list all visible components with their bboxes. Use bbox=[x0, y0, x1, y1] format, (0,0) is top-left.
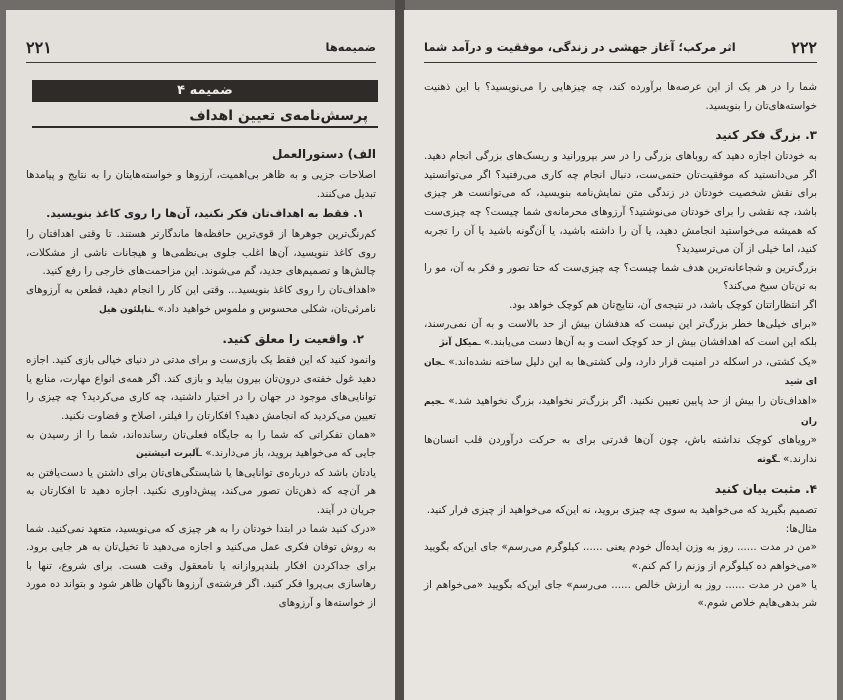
section-a-heading: الف) دستورالعمل bbox=[271, 147, 376, 161]
item3-paragraph: به خودتان اجازه دهید که روباهای بزرگی را در سر بپرورانید و ریسک‌های بزرگی انجام دهید. اگر می‌دانستید که موفقیت‌تان حتمی‌ست، دنبال انجام چه کاری می‌رفتید؟ اگر می‌توانستید برای نقش شخصیت خودتان در زندگی متن نمایش‌نامه بنویسید، که می‌توانست هر چیزی باشد، چه نقشی را برای خودتان می‌نوشتید؟ آرزوهای محرمانه‌ی شما چیست؟ چه چیزی‌ست که همیشه می‌خواستید انجامش دهید، یا آن را داشته باشید، یا آن‌گونه باشید یا آن را تجربه کنید، اما خیلی از آن می‌ترسیدید؟ bbox=[424, 150, 817, 256]
quote-author: جان ای شید bbox=[424, 357, 817, 388]
running-head: ضمیمه‌ها bbox=[325, 40, 376, 54]
quote-1 bbox=[424, 315, 817, 353]
quote-4 bbox=[424, 431, 817, 469]
item2-paragraph-2: یادتان باشد که درباره‌ی توانایی‌ها یا شایستگی‌های‌تان برای داشتن یا دست‌یافتن به هر آن‌چه که ذهن‌تان تصور می‌کند، پیش‌داوری نکنید. اجازه دهید تا افکارتان به جریان در آیند. bbox=[26, 466, 376, 516]
item4-heading: ۴. مثبت بیان کنید bbox=[714, 482, 817, 497]
quote-author: ناپلئون هیل bbox=[98, 304, 152, 315]
left-page bbox=[6, 10, 396, 700]
page-header bbox=[424, 38, 817, 62]
header-rule bbox=[26, 62, 376, 63]
item2-heading: ۲. واقعیت را معلق کنید. bbox=[222, 332, 364, 347]
left-page-body bbox=[26, 142, 376, 612]
header-rule bbox=[424, 62, 817, 63]
section-a-paragraph: اصلاحات جزیی و به ظاهر بی‌اهمیت، آرزوها و خواسته‌هایتان را به نتایج و پیامدها تبدیل می‌کنند. bbox=[26, 169, 376, 200]
item2-quote bbox=[26, 426, 376, 464]
quote-author: میکل آنژ bbox=[439, 338, 478, 349]
quote-author: جیم ران bbox=[424, 396, 817, 427]
quote-3 bbox=[424, 392, 817, 431]
item4-paragraph: تصمیم بگیرید که می‌خواهید به سوی چه چیزی بروید، نه این‌که می‌خواهید از چیزی فرار کنید. bbox=[426, 504, 817, 517]
examples-label: مثال‌ها: bbox=[785, 522, 817, 535]
quote-text: «اهداف‌تان را روی کاغذ بنویسید... وقتی این کار را انجام دهید، قطعن به آرزوهای نامرئی‌تان، شکلی محسوس و ملموس خواهید داد.» ـ bbox=[26, 283, 376, 315]
intro-paragraph: شما را در هر یک از این عرصه‌ها برآورده کند، چه چیزهایی را می‌نویسید؟ با این ذهنیت خواسته‌های‌تان را بنویسید. bbox=[424, 81, 817, 112]
item1-quote bbox=[26, 281, 376, 319]
quote-text: «همان تفکراتی که شما را به جایگاه فعلی‌تان رسانده‌اند، شما را از رسیدن به جایی که می‌خواهید بروید، باز می‌دارند.» ـ bbox=[26, 428, 376, 460]
item3-paragraph-2: بزرگ‌ترین و شجاعانه‌ترین هدف شما چیست؟ چه چیزی‌ست که حتا تصور و فکر به آن، مو را به تن‌تان سیخ می‌کند؟ bbox=[424, 261, 817, 293]
quote-text: «یک کشتی، در اسکله در امنیت قرار دارد، ولی کشتی‌ها به این دلیل ساخته نشده‌اند.» ـ bbox=[441, 355, 817, 368]
appendix-title: پرسش‌نامه‌ی تعیین اهداف bbox=[32, 104, 378, 128]
page-number: ۲۲۱ bbox=[26, 38, 52, 57]
item2-paragraph-3: «درک کنید شما در ابتدا خودتان را به هر چیزی که می‌نویسید، متعهد نمی‌کنید. شما به روش توفان فکری عمل می‌کنید و اجازه می‌دهید تا تخیل‌تان به هر جایی برود. برای جداکردن افکار بلندپروازانه یا نامعقول وقت هست. برای شروع، تنها با رهاسازی بی‌پروا فکر کنید. اگر فرشته‌ی آرزوها ناگهان ظاهر شود و بتواند ده مورد از خواسته‌ها و آرزوهای bbox=[26, 522, 376, 609]
quote-text: «رویاهای کوچک نداشته باش، چون آن‌ها قدرتی برای به حرکت درآوردن قلب انسان‌ها ندارند.» ـ bbox=[424, 434, 817, 465]
item2-paragraph: وانمود کنید که این فقط یک بازی‌ست و برای مدتی در دنیای خیالی بازی کنید. اجازه دهید غول خفته‌ی درون‌تان بیرون بیاید و بازی کند. اگر همه‌ی انواع مهارت، منابع یا توانایی‌های موجود در جهان را در اختیار داشتید، چه کاری می‌کردید؟ چه چیزی را تعیین می‌کردید که انجامش دهید؟ افکارتان را فیلتر، اصلاح و قضاوت نکنید. bbox=[26, 354, 376, 422]
page-number: ۲۲۲ bbox=[791, 38, 817, 57]
item3-heading: ۳. بزرگ فکر کنید bbox=[715, 128, 817, 143]
quote-author: آلبرت انیشتین bbox=[135, 449, 199, 460]
item1-heading: ۱. فقط به اهداف‌تان فکر نکنید، آن‌ها را روی کاغذ بنویسید. bbox=[46, 207, 364, 221]
example-2: یا «من در مدت ...... روز به ارزش خالص ...... می‌رسم» جای این‌که بگویید «می‌خواهم از شر بدهی‌هایم خلاص شوم.» bbox=[424, 578, 817, 610]
quote-2 bbox=[424, 353, 817, 392]
appendix-banner: ضمیمه ۴ bbox=[32, 80, 378, 102]
right-page bbox=[404, 10, 837, 700]
right-page-body bbox=[424, 78, 817, 613]
example-1: «من در مدت ...... روز به وزن ایده‌آل خودم یعنی ...... کیلوگرم می‌رسم» جای این‌که بگویید «می‌خواهم ده کیلوگرم از وزنم را کم کنم.» bbox=[424, 541, 817, 573]
quote-text: «اهداف‌تان را بیش از حد پایین تعیین نکنید. اگر بزرگ‌تر نخواهید، بزرگ نخواهید شد.» ـ bbox=[441, 394, 817, 407]
item1-paragraph: کم‌رنگ‌ترین جوهرها از قوی‌ترین حافظه‌ها ماندگارتر هستند. تا وقتی اهدافتان را روی کاغذ ننویسید، آن‌ها اغلب جلوی بی‌نظمی‌ها و هیجانات ناشی از مشکلات، چالش‌ها و تصمیم‌های جدید، گم می‌شوند. این مزاحمت‌های خارجی را رفع کنید. bbox=[26, 228, 376, 278]
quote-text: «برای خیلی‌ها خطر بزرگ‌تر این نیست که هدفشان بیش از حد بالاست و به آن نمی‌رسند، بلکه این است که اهدافشان بیش از حد کوچک است و به آن‌ها دست می‌یابند.» ـ bbox=[424, 317, 817, 349]
page-header bbox=[26, 38, 376, 62]
running-head: اثر مرکب؛ آغاز جهشی در زندگی، موفقیت و درآمد شما bbox=[424, 40, 736, 54]
item3-paragraph-3: اگر انتظاراتتان کوچک باشد، در نتیجه‌ی آن، نتایج‌تان هم کوچک خواهد بود. bbox=[509, 298, 817, 311]
quote-author: گوته bbox=[757, 454, 777, 465]
